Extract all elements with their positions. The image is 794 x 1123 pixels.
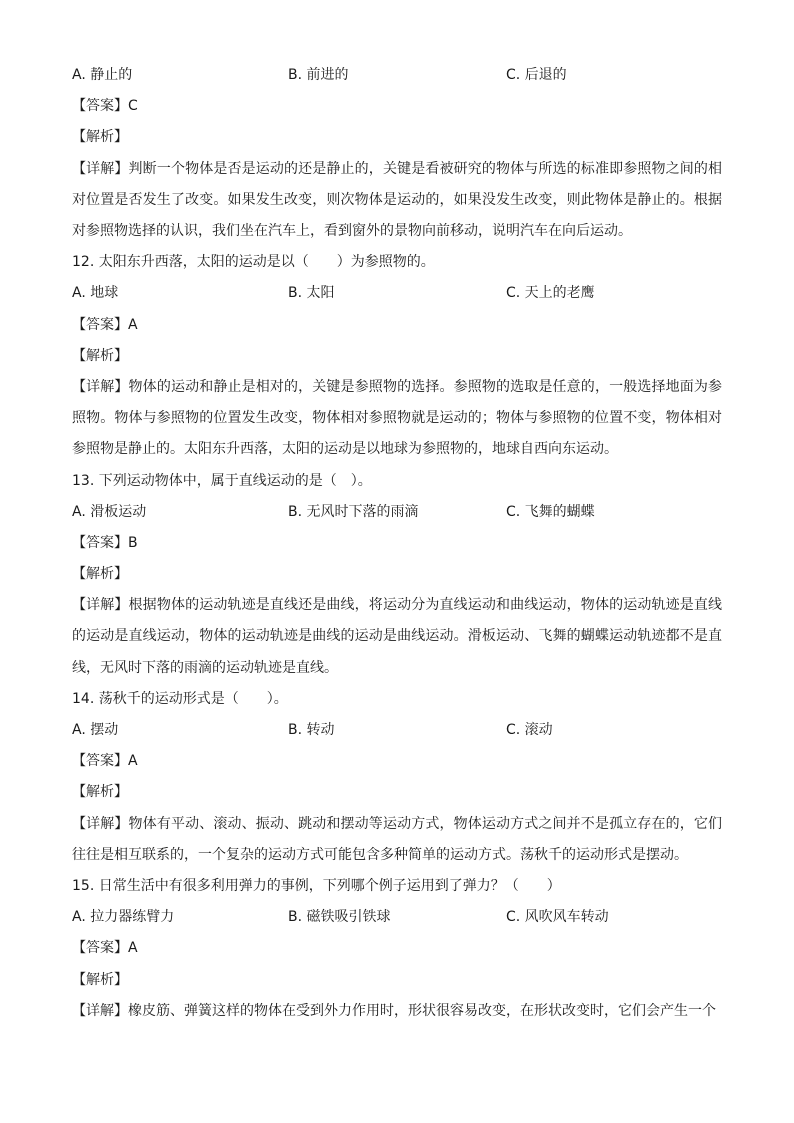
option-a: A. 拉力器练臂力 bbox=[72, 909, 175, 926]
analysis-label: 【解析】 bbox=[72, 347, 128, 364]
answer-label: 【答案】 bbox=[72, 316, 128, 333]
answer-line bbox=[72, 746, 722, 777]
detail-label: 【详解】 bbox=[72, 815, 129, 832]
detail-text: 根据物体的运动轨迹是直线还是曲线，将运动分为直线运动和曲线运动，物体的运动轨迹是直线的运动是直线运动，物体的运动轨迹是曲线的运动是曲线运动。滑板运动、飞舞的蝴蝶运动轨迹都不是直线，无风时下落的雨滴的运动轨迹是直线。 bbox=[72, 597, 723, 676]
analysis-label: 【解析】 bbox=[72, 129, 128, 146]
option-b: B. 转动 bbox=[288, 722, 335, 739]
options-row bbox=[72, 60, 722, 91]
analysis-heading bbox=[72, 965, 722, 996]
analysis-label: 【解析】 bbox=[72, 566, 128, 583]
analysis-heading bbox=[72, 341, 722, 372]
question-12: 12. 太阳东升西落，太阳的运动是以（ ）为参照物的。 bbox=[72, 254, 435, 271]
analysis-label: 【解析】 bbox=[72, 784, 128, 801]
options-row bbox=[72, 278, 722, 309]
detail-paragraph bbox=[72, 372, 722, 466]
option-a: A. 静止的 bbox=[72, 67, 133, 83]
detail-text: 判断一个物体是否是运动的还是静止的，关键是看被研究的物体与所选的标准即参照物之间的相对位置是否发生了改变。如果发生改变，则次物体是运动的，如果没发生改变，则此物体是静止的。根据对参照物选择的认识，我们坐在汽车上，看到窗外的景物向前移动，说明汽车在向后运动。 bbox=[72, 160, 723, 239]
analysis-heading bbox=[72, 559, 722, 590]
answer-label: 【答案】 bbox=[72, 940, 128, 957]
detail-paragraph bbox=[72, 154, 722, 248]
option-c: C. 风吹风车转动 bbox=[506, 909, 609, 926]
answer-label: 【答案】 bbox=[72, 98, 128, 115]
option-b: B. 太阳 bbox=[288, 285, 335, 302]
option-b: B. 前进的 bbox=[288, 67, 349, 83]
option-a: A. 摆动 bbox=[72, 722, 119, 739]
detail-label: 【详解】 bbox=[72, 160, 129, 177]
options-row bbox=[72, 902, 722, 933]
detail-paragraph bbox=[72, 590, 722, 684]
detail-text: 物体有平动、滚动、振动、跳动和摆动等运动方式，物体运动方式之间并不是孤立存在的，它们往往是相互联系的，一个复杂的运动方式可能包含多种简单的运动方式。荡秋千的运动形式是摆动。 bbox=[72, 815, 723, 863]
options-row bbox=[72, 497, 722, 528]
answer-value: A bbox=[128, 940, 138, 957]
option-b: B. 磁铁吸引铁球 bbox=[288, 909, 391, 926]
option-c: C. 飞舞的蝴蝶 bbox=[506, 503, 595, 520]
detail-text: 橡皮筋、弹簧这样的物体在受到外力作用时，形状很容易改变，在形状改变时，它们会产生一个 bbox=[128, 1002, 716, 1019]
answer-label: 【答案】 bbox=[72, 534, 128, 551]
option-b: B. 无风时下落的雨滴 bbox=[288, 503, 419, 520]
detail-paragraph bbox=[72, 809, 722, 871]
option-c: C. 天上的老鹰 bbox=[506, 285, 595, 302]
answer-line bbox=[72, 91, 722, 122]
document-page bbox=[72, 60, 722, 1027]
option-c: C. 后退的 bbox=[506, 67, 567, 83]
analysis-heading bbox=[72, 777, 722, 808]
detail-label: 【详解】 bbox=[72, 378, 129, 395]
answer-line bbox=[72, 933, 722, 964]
answer-line bbox=[72, 528, 722, 559]
answer-line bbox=[72, 310, 722, 341]
answer-value: B bbox=[128, 534, 138, 551]
option-a: A. 滑板运动 bbox=[72, 503, 147, 520]
answer-value: A bbox=[128, 316, 138, 333]
question-14: 14. 荡秋千的运动形式是（ ）。 bbox=[72, 690, 288, 707]
answer-value: C bbox=[128, 98, 138, 115]
option-a: A. 地球 bbox=[72, 285, 119, 302]
question-15: 15. 日常生活中有很多利用弹力的事例，下列哪个例子运用到了弹力？（ ） bbox=[72, 877, 561, 894]
option-c: C. 滚动 bbox=[506, 722, 553, 739]
analysis-label: 【解析】 bbox=[72, 971, 128, 988]
answer-label: 【答案】 bbox=[72, 753, 128, 770]
detail-paragraph bbox=[72, 996, 722, 1027]
analysis-heading bbox=[72, 122, 722, 153]
detail-text: 物体的运动和静止是相对的，关键是参照物的选择。参照物的选取是任意的，一般选择地面为参照物。物体与参照物的位置发生改变，物体相对参照物就是运动的；物体与参照物的位置不变，物体相对参照物是静止的。太阳东升西落，太阳的运动是以地球为参照物的，地球自西向东运动。 bbox=[72, 378, 723, 458]
question-13: 13. 下列运动物体中，属于直线运动的是（ ）。 bbox=[72, 472, 372, 489]
options-row bbox=[72, 715, 722, 746]
detail-label: 【详解】 bbox=[72, 597, 129, 614]
detail-label: 【详解】 bbox=[72, 1002, 128, 1019]
answer-value: A bbox=[128, 753, 138, 770]
